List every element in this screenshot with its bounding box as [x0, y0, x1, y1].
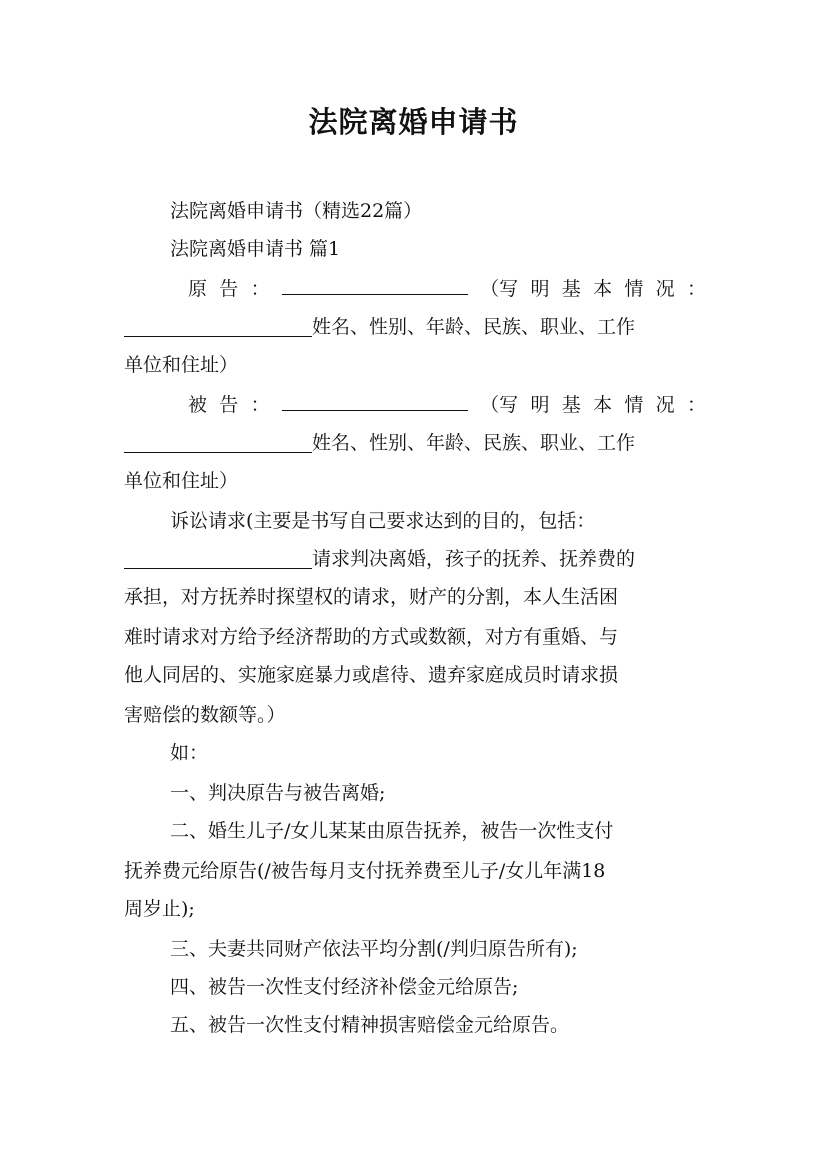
defendant-detail-blank — [124, 428, 312, 453]
claim-line-1: 诉讼请求(主要是书写自己要求达到的目的，包括： — [170, 510, 596, 532]
item-2-line-2: 抚养费元给原告(/被告每月支付抚养费至儿子/女儿年满18 — [124, 860, 606, 882]
plaintiff-detail: 姓名、性别、年龄、民族、职业、工作 — [312, 316, 636, 338]
plaintiff-label-char: 告 — [219, 278, 239, 300]
item-1: 一、判决原告与被告离婚; — [170, 782, 386, 804]
plaintiff-note-char: 情 — [624, 278, 644, 300]
defendant-note-char: 况 — [655, 394, 675, 416]
claim-line-2-text: 请求判决离婚，孩子的抚养、抚养费的 — [312, 548, 636, 570]
claim-line-3: 承担，对方抚养时探望权的请求，财产的分割，本人生活困 — [124, 586, 619, 608]
defendant-note-char: 情 — [624, 394, 644, 416]
defendant-detail: 姓名、性别、年龄、民族、职业、工作 — [312, 432, 636, 454]
plaintiff-detail-end: 单位和住址） — [124, 354, 239, 376]
item-5: 五、被告一次性支付精神损害赔偿金元给原告。 — [170, 1014, 570, 1036]
section-heading: 法院离婚申请书 篇1 — [170, 238, 341, 260]
plaintiff-detail-line — [124, 308, 706, 346]
document-title: 法院离婚申请书 — [308, 105, 519, 139]
item-2-line-1: 二、婚生儿子/女儿某某由原告抚养，被告一次性支付 — [170, 820, 614, 842]
plaintiff-note-char: 明 — [530, 278, 550, 300]
defendant-note-char: 基 — [561, 394, 581, 416]
defendant-note-char: （写 — [480, 394, 519, 416]
defendant-line — [188, 386, 706, 424]
plaintiff-detail-blank — [124, 312, 312, 337]
defendant-detail-end: 单位和住址） — [124, 470, 239, 492]
defendant-blank-line — [282, 386, 468, 411]
plaintiff-line — [188, 270, 706, 308]
subtitle: 法院离婚申请书（精选22篇） — [170, 200, 423, 222]
defendant-note-char: ： — [686, 394, 706, 416]
defendant-note-char: 明 — [530, 394, 550, 416]
item-3: 三、夫妻共同财产依法平均分割(/判归原告所有); — [170, 938, 578, 960]
plaintiff-note-char: ： — [686, 278, 706, 300]
item-2-line-3: 周岁止); — [124, 898, 195, 920]
defendant-label-char: 告 — [219, 394, 239, 416]
plaintiff-blank-line — [282, 270, 468, 295]
defendant-label-char: 被 — [188, 394, 208, 416]
defendant-label-char: ： — [250, 394, 270, 416]
claim-line-6: 害赔偿的数额等。） — [124, 704, 286, 726]
claim-line-5: 他人同居的、实施家庭暴力或虐待、遗弃家庭成员时请求损 — [124, 664, 619, 686]
defendant-detail-line — [124, 424, 706, 462]
defendant-note-char: 本 — [593, 394, 613, 416]
claim-blank — [124, 544, 312, 569]
plaintiff-note-char: 本 — [593, 278, 613, 300]
claim-line-2 — [124, 540, 706, 578]
claim-line-4: 难时请求对方给予经济帮助的方式或数额，对方有重婚、与 — [124, 626, 619, 648]
plaintiff-label-char: ： — [250, 278, 270, 300]
item-4: 四、被告一次性支付经济补偿金元给原告; — [170, 976, 519, 998]
plaintiff-label-char: 原 — [188, 278, 208, 300]
plaintiff-note-char: 基 — [561, 278, 581, 300]
plaintiff-note-char: （写 — [480, 278, 519, 300]
plaintiff-note-char: 况 — [655, 278, 675, 300]
example-intro: 如： — [170, 742, 209, 764]
